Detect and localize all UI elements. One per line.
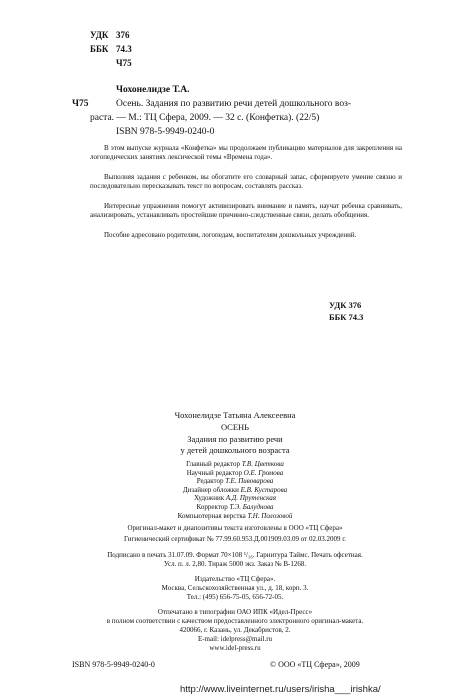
credit-name: Т.Е. Пивоварова	[225, 477, 274, 486]
bib-line-2: раста. — М.: ТЦ Сфера, 2009. — 32 с. (Конфетка). (22/5)	[90, 113, 320, 123]
credit-name: Т.Э. Балуднова	[229, 502, 274, 511]
credit-name: Е.В. Кустарова	[240, 485, 288, 494]
imprint-author: Чохонелидзе Татьяна Алексеевна	[174, 410, 296, 420]
imprint-subtitle-1: Задания по развитию речи	[187, 434, 283, 444]
annotation-paragraph: В этом выпуске журнала «Конфетка» мы продолжаем публикацию материалов для закрепления на логопедических занятиях лексической темы «Времена года».	[90, 144, 402, 161]
print-volume: Усл. п. л. 2,80. Тираж 5000 экз. Заказ № В-1268.	[163, 560, 307, 568]
credit-line	[100, 503, 370, 512]
imprint-subtitle-2: у детей дошкольного возраста	[180, 445, 290, 455]
original-layout-note: Оригинал-макет и диапозитивы текста изготовлены в ООО «ТЦ Сфера»	[127, 524, 343, 532]
credit-name: Т.В. Цветкова	[241, 460, 284, 468]
annotation-paragraph: Пособие адресовано родителям, логопедам, воспитателям дошкольных учреждений.	[104, 231, 357, 239]
credit-line	[100, 486, 370, 495]
credit-role: Корректор	[196, 502, 228, 511]
credit-line	[100, 469, 370, 478]
bib-line-1: Осень. Задания по развитию речи детей дошкольного воз-	[116, 99, 351, 109]
credit-role: Компьютерная верстка	[177, 511, 246, 520]
imprint-title: ОСЕНЬ	[220, 422, 250, 432]
printer-address: 420066, г. Казань, ул. Декабристов, 2.	[179, 626, 291, 634]
credit-role: Редактор	[196, 477, 224, 486]
publisher-phone: Тел.: (495) 656-75-05, 656-72-05.	[186, 593, 284, 601]
publisher-address: Москва, Сельскохозяйственная ул., д. 18, корп. 3.	[161, 584, 309, 592]
printed-at: Отпечатано в типографии ОАО ИПК «Идел-Пресс»	[157, 608, 313, 616]
credit-role: Главный редактор	[186, 460, 240, 468]
bbk-value: 74.3	[116, 44, 132, 54]
credit-line	[100, 494, 370, 503]
udk-mid: УДК 376	[329, 300, 362, 310]
watermark-url: http://www.liveinternet.ru/users/irisha___irishka/	[180, 684, 381, 695]
credit-name: О.Е. Громова	[243, 468, 284, 477]
printer-email: E-mail: idelpress@mail.ru	[197, 635, 273, 643]
credits-list	[100, 460, 370, 520]
credit-line	[100, 460, 370, 469]
author-mark: Ч75	[72, 99, 89, 109]
printed-quality: в полном соответствии с качеством предоставленного электронного оригинал-макета.	[106, 617, 364, 625]
udk-value: 376	[116, 30, 130, 40]
author-mark-top: Ч75	[116, 58, 132, 68]
footer-copyright: © ООО «ТЦ Сфера», 2009	[270, 660, 360, 669]
print-signed: Подписано в печать 31.07.09. Формат 70×108 ¹/₁₆. Гарнитура Таймс. Печать офсетная.	[107, 551, 363, 559]
credit-line	[100, 512, 370, 521]
credit-role: Дизайнер обложки	[182, 485, 239, 494]
credit-name: А.Д. Прутенская	[225, 494, 277, 503]
printer-site: www.idel-press.ru	[209, 644, 261, 652]
credit-role: Художник	[193, 494, 225, 503]
annotation-paragraph: Выполняя задания с ребенком, вы обогатите его словарный запас, сформируете умение связно и последовательно пересказывать текст по вопросам, составлять рассказ.	[90, 173, 402, 190]
footer-isbn: ISBN 978-5-9949-0240-0	[72, 660, 155, 669]
annotation-paragraph: Интересные упражнения помогут активизировать внимание и память, научат ребенка сравнивать, анализировать, устанавливать простейшие причинно-следственные связи, делать обобщения.	[90, 202, 402, 219]
bbk-mid: ББК 74.3	[329, 312, 364, 322]
credit-name: Т.Н. Полозовой	[247, 511, 293, 520]
hygiene-certificate: Гигиенический сертификат № 77.99.60.953.Д.001909.03.09 от 02.03.2009 г.	[123, 535, 347, 543]
bbk-label: ББК	[90, 44, 109, 54]
credit-role: Научный редактор	[186, 468, 242, 477]
publisher-label: Издательство «ТЦ Сфера».	[194, 575, 276, 583]
bib-isbn: ISBN 978-5-9949-0240-0	[116, 127, 215, 137]
author-heading: Чохонелидзе Т.А.	[116, 85, 190, 95]
credit-line	[100, 477, 370, 486]
udk-label: УДК	[90, 30, 109, 40]
